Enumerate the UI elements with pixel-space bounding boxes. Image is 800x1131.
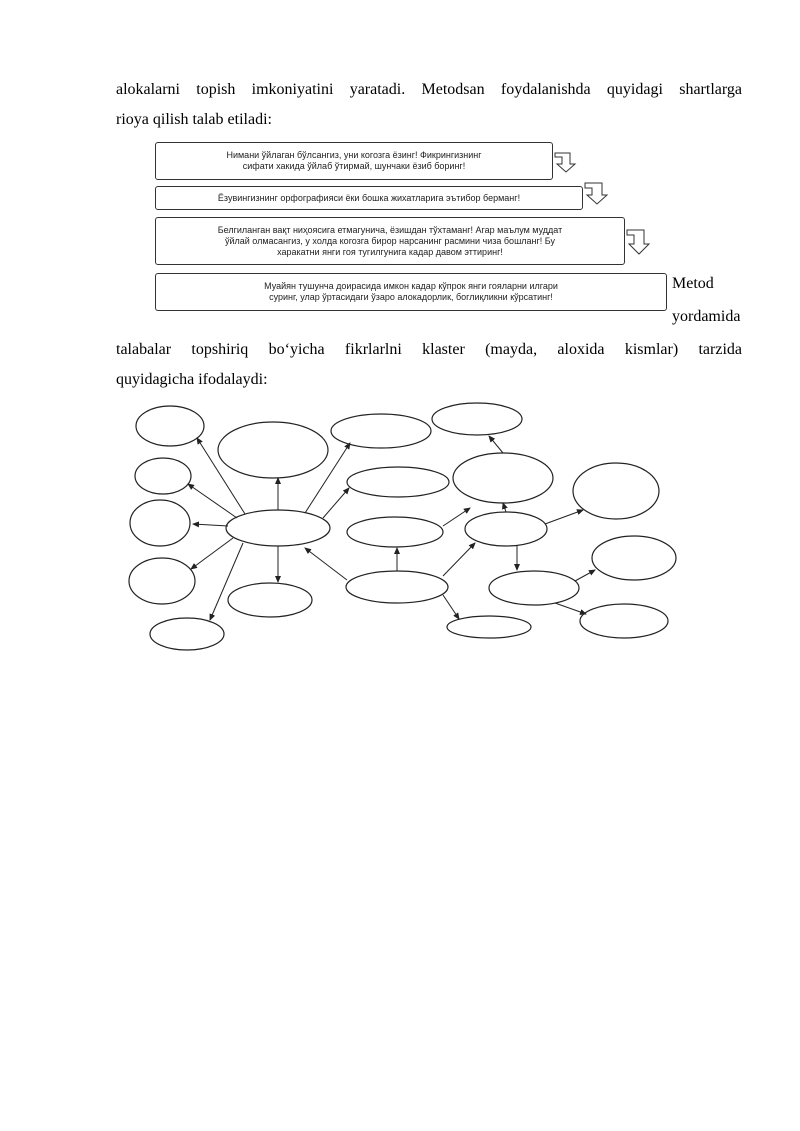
rules-flow-figure [150,138,670,318]
paragraph-cluster-end [116,365,742,395]
cluster-node [331,414,431,448]
paragraph-line: rioya qilish talab etiladi: [116,111,272,128]
paragraph-intro-end [116,105,742,135]
rule-box-line: ўйлай олмасангиз, у холда когозга бирор нарсанинг расмини чиза бошланг! Бу [224,235,556,246]
flow-arrow-3 [627,230,649,254]
cluster-node [218,422,328,478]
rule-box-line: Белгиланган вақт ниҳоясига етмагунича, ёзишдан тўхтаманг! Агар маълум муддат [217,224,563,235]
cluster-edge [443,508,470,526]
cluster-edge [489,436,503,453]
rule-box-line: сифати хакида ўйлаб ўтирмай, шунчаки ёзиб боринг! [242,161,466,171]
cluster-edge [193,524,228,526]
flow-arrow-2 [585,183,607,204]
paragraph-line: alokalarni topish imkoniyatini yaratadi. Metodsan foydalanishda quyidagi shartlarga [116,81,742,98]
cluster-node [347,467,449,497]
cluster-node [489,571,579,605]
cluster-node-center-left [226,510,330,546]
flow-arrow-1 [555,153,575,172]
cluster-node [135,458,191,494]
cluster-edge [191,538,233,569]
rule-box-line: Ёзувингизнинг орфографияси ёки бошка жихатларига эътибор берманг! [217,192,521,203]
cluster-edge [443,595,459,619]
cluster-node [580,604,668,638]
cluster-node [130,500,190,546]
paragraph-cluster [116,335,742,365]
cluster-edge [575,570,595,581]
paragraph-line: quyidagicha ifodalaydi: [116,371,268,388]
rule-box-line: харакатни янги гоя тугилгунига кадар давом эттиринг! [277,246,503,257]
paragraph-intro [116,75,742,105]
cluster-edge [555,603,586,614]
cluster-node [150,618,224,650]
cluster-edge [503,503,506,512]
cluster-node [228,583,312,617]
cluster-node [592,536,676,580]
rule-box-line: Муайян тушунча доирасида имкон кадар кўпрок янги гояларни илгари [264,281,558,291]
cluster-node [136,406,204,446]
cluster-node [347,517,443,547]
cluster-edge [545,510,583,524]
side-text-metod: Metod [672,275,714,292]
cluster-edge [323,488,349,518]
side-text-yordamida: yordamida [672,308,741,325]
cluster-node [447,616,531,638]
cluster-node [129,558,195,604]
cluster-node [573,463,659,519]
cluster-edge [443,543,475,576]
rule-box-line: суринг, улар ўртасидаги ўзаро алокадорлик, боглиқликни кўрсатинг! [269,292,553,302]
paragraph-line: talabalar topshiriq bo‘yicha fikrlarlni klaster (mayda, aloxida kismlar) tarzida [116,341,742,358]
cluster-node-center-right [346,571,448,603]
cluster-node [453,453,553,503]
cluster-node [465,512,547,546]
cluster-edge [305,548,347,580]
flow-arrows [150,138,670,318]
cluster-diagram [125,398,710,658]
cluster-node [432,403,522,435]
rule-box-line: Нимани ўйлаган бўлсангиз, уни когозга ёзинг! Фикрингизнинг [226,150,482,160]
